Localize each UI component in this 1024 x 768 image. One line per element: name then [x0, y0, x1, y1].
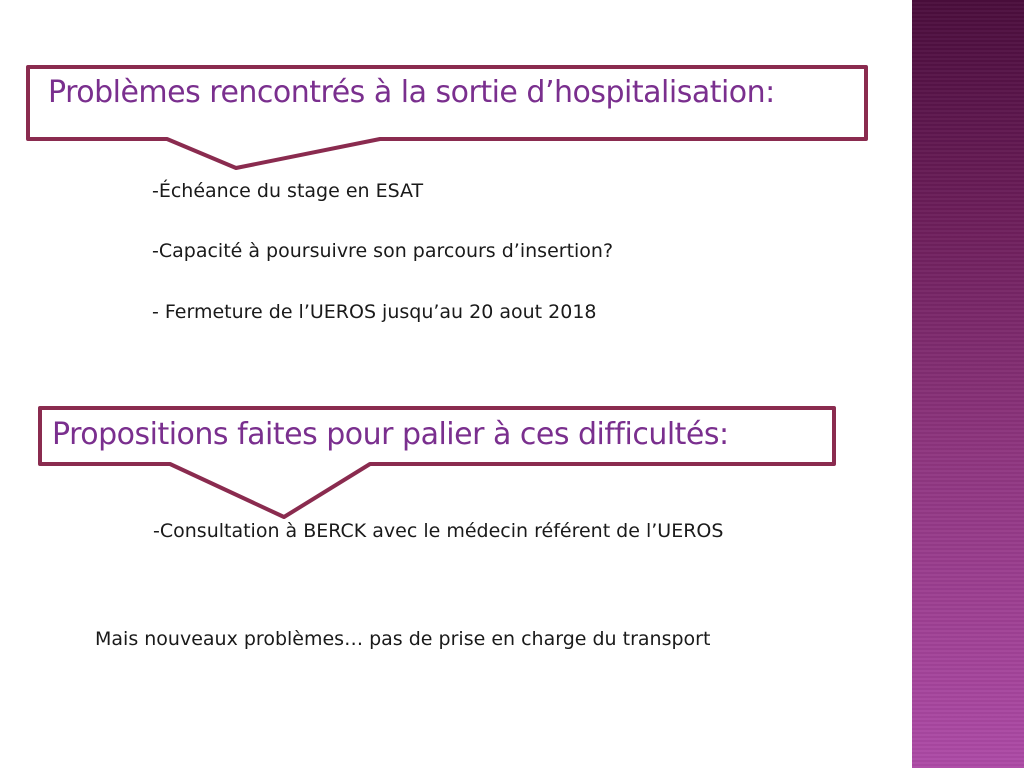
problem-item-2: -Capacité à poursuivre son parcours d’insertion?	[152, 240, 614, 262]
decorative-side-band	[912, 0, 1024, 768]
heading-propositions: Propositions faites pour palier à ces difficultés:	[52, 417, 729, 452]
proposition-item-1: -Consultation à BERCK avec le médecin référent de l’UEROS	[153, 520, 724, 542]
heading-problems: Problèmes rencontrés à la sortie d’hospitalisation:	[48, 75, 775, 110]
closing-note: Mais nouveaux problèmes… pas de prise en charge du transport	[95, 628, 711, 650]
problem-item-1: -Échéance du stage en ESAT	[152, 180, 424, 202]
problem-item-3: - Fermeture de l’UEROS jusqu’au 20 aout 2018	[152, 301, 597, 323]
